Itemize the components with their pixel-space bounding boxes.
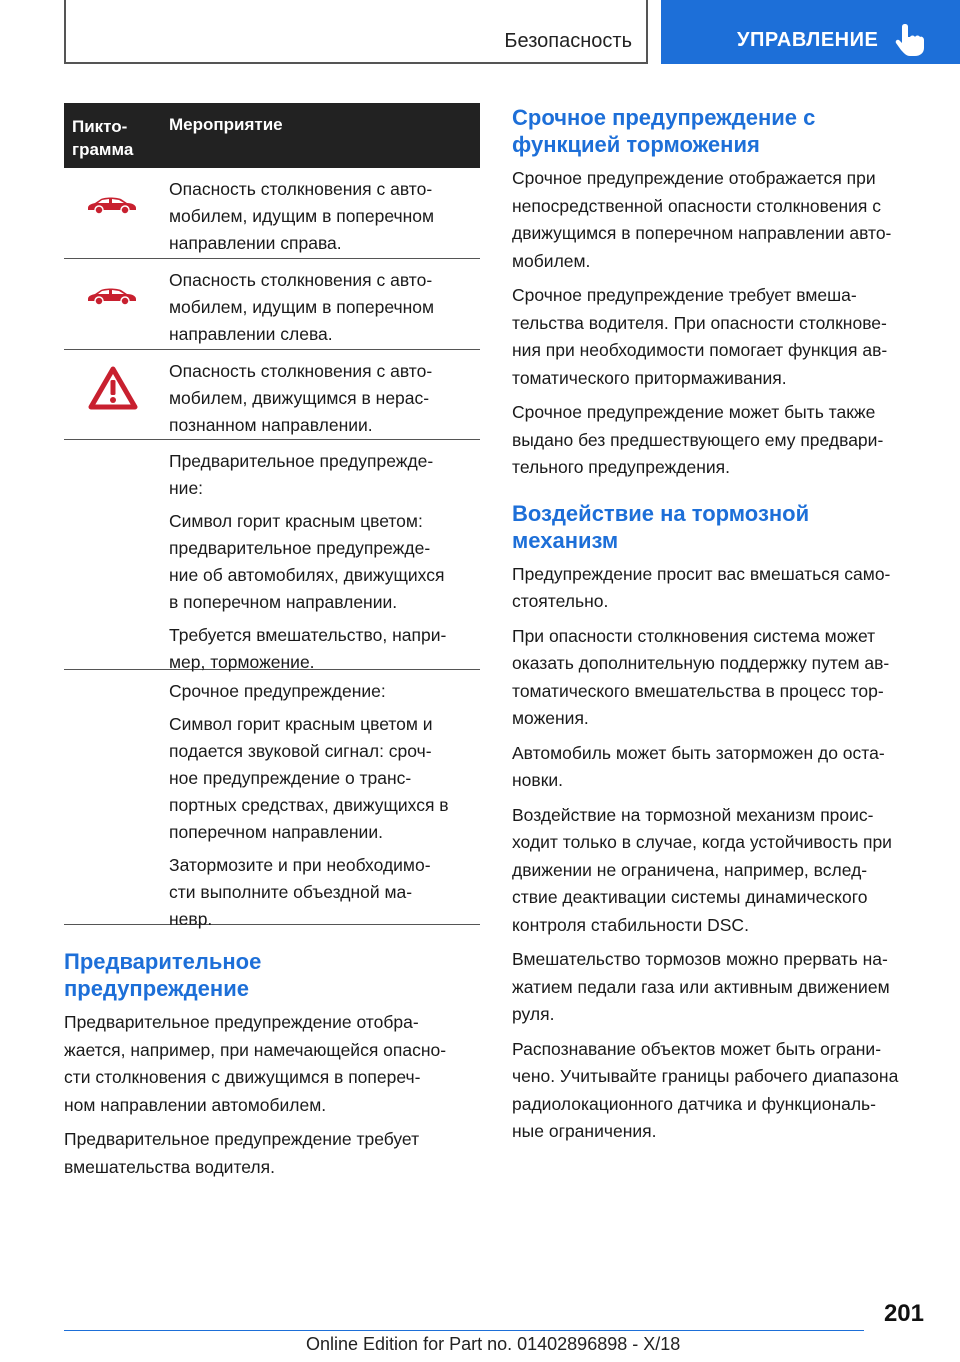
pictogram-table [64,103,480,929]
table-cell-text [169,350,480,449]
row-text: Затормозите и при необходимо- сти выполните объездной ма- невр. [169,855,431,929]
row-text: Опасность столкновения с авто- мобилем, идущим в поперечном направлении справа. [169,179,435,253]
paragraph: Вмешательство тормозов можно прервать на- жатием педали газа или активным движением руля. [512,949,890,1024]
car-icon [86,195,138,215]
chapter-title: УПРАВЛЕНИЕ [737,29,879,51]
paragraph: Предварительное предупреждение отобра- жается, например, при намечающейся опасно- сти столкновения с движущимся в попереч- ном направлении автомобилем. [64,1012,447,1115]
table-row [64,350,480,440]
paragraph: Распознавание объектов может быть ограни- чено. Учитывайте границы рабочего диапазона радиолокационного датчика и функциональ- ные ограничения. [512,1038,899,1141]
paragraph: Предварительное предупреждение требует вмешательства водителя. [64,1129,420,1177]
paragraph: Срочное предупреждение отображается при непосредственной опасности столкновения с движущимся в поперечном направлении авто- мобилем. [512,168,892,271]
paragraph: Предупреждение просит вас вмешаться само- стоятельно. [512,563,891,611]
footer-divider [64,1330,864,1331]
table-header [64,103,480,168]
table-row [64,440,480,670]
page-number: 201 [883,1300,924,1327]
section-heading: Предварительное предупреждение [64,949,262,1001]
column-header-pictogram [72,115,133,161]
paragraph: Срочное предупреждение может быть также выдано без предшествующего ему предвари- тельного предупреждения. [512,402,884,477]
row-text: Требуется вмешательство, напри- мер, торможение. [169,625,447,672]
edition-note: Online Edition for Part no. 01402896898 - X/18 [306,1334,681,1354]
row-text: Предварительное предупрежде- ние: [169,451,434,498]
row-text: Символ горит красным цветом: предварительное предупрежде- ние об автомобилях, движущихся в поперечном направлении. [169,511,445,612]
chapter-tab[interactable] [661,0,960,64]
table-row [64,168,480,259]
hand-pointer-icon [895,22,925,56]
row-text: Символ горит красным цветом и подается звуковой сигнал: сроч- ное предупреждение о транс- портных средствах, движущихся в поперечном направлении. [169,714,449,842]
car-icon [86,286,138,306]
table-cell-text [169,440,480,686]
paragraph: Автомобиль может быть заторможен до оста- новки. [512,742,885,790]
row-text: Опасность столкновения с авто- мобилем, движущимся в нерас- познанном направлении. [169,361,433,435]
table-row [64,670,480,929]
column-header-pictogram-line: грамма [72,140,134,159]
row-text: Опасность столкновения с авто- мобилем, идущим в поперечном направлении слева. [169,270,435,344]
left-section [64,948,480,1188]
column-header-pictogram-line: Пикто- [72,117,128,136]
table-cell-text [169,168,480,267]
right-column [512,104,932,1153]
warning-triangle-icon [88,366,138,410]
section-heading: Воздействие на тормозной механизм [512,500,810,553]
row-text: Срочное предупреждение: [169,681,386,701]
table-row [64,259,480,350]
section-heading: Срочное предупреждение с функцией торможения [512,105,816,157]
section-title: Безопасность [504,30,632,52]
paragraph: Срочное предупреждение требует вмеша- тельства водителя. При опасности столкнове- ния при необходимости помогает функция ав- томатического притормаживания. [512,285,888,388]
table-cell-text [169,259,480,358]
table-cell-text [169,670,480,943]
header-section-box [64,0,648,64]
column-header-action: Мероприятие [169,115,283,134]
paragraph: Воздействие на тормозной механизм проис- ходит только в случае, когда устойчивость при движении не ограничена, например, вслед- ствие деактивации системы динамического контроля стабильности DSC. [512,804,892,935]
paragraph: При опасности столкновения система может оказать дополнительную поддержку путем ав- томатического вмешательства в процесс тор- можения. [512,625,890,728]
